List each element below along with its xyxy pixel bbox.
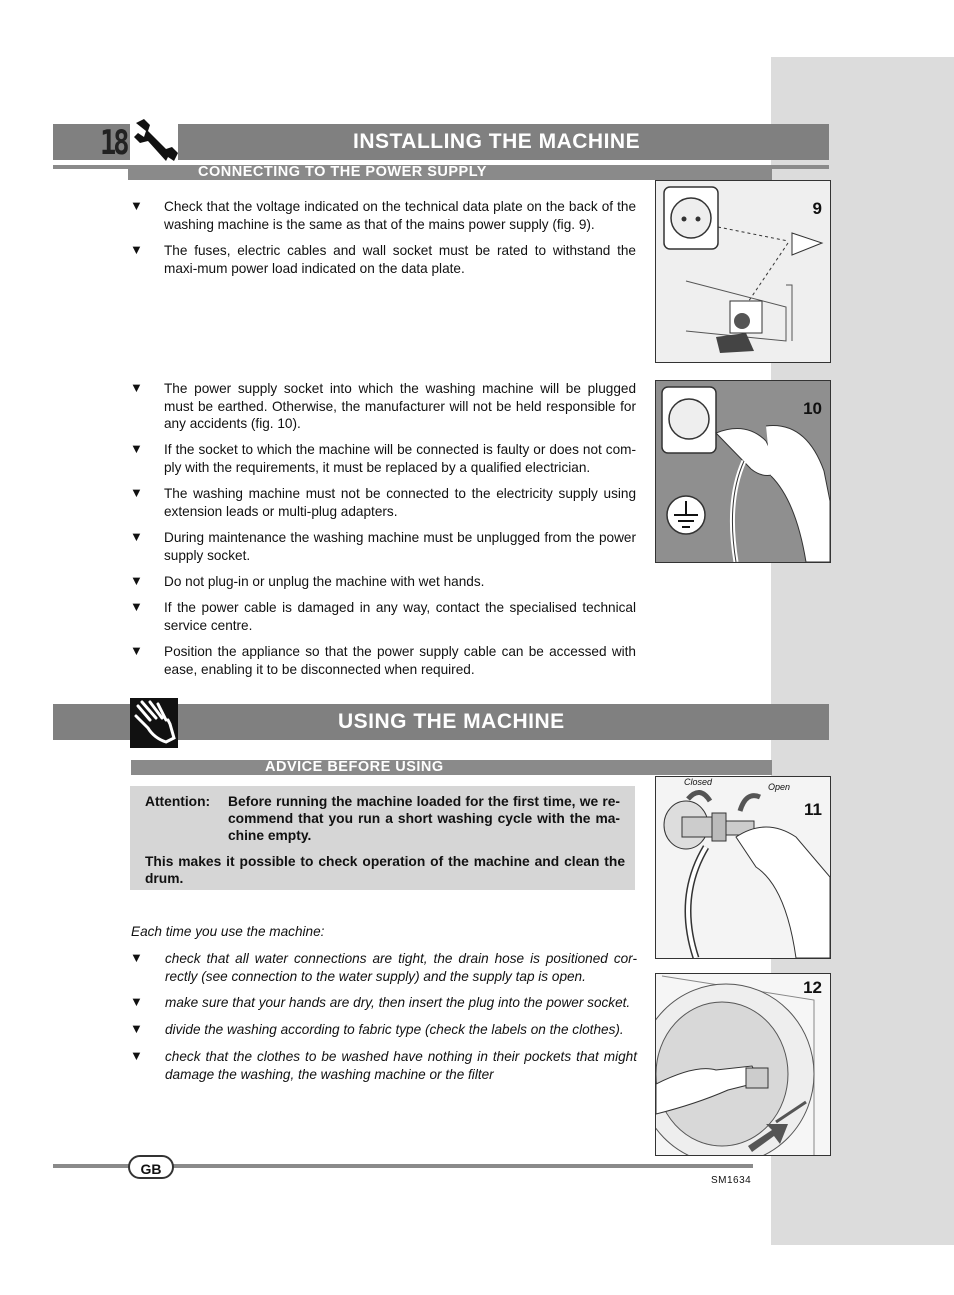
attention-label: Attention: bbox=[145, 794, 211, 809]
doc-code: SM1634 bbox=[711, 1175, 752, 1186]
hand-icon bbox=[130, 698, 178, 748]
page-number: 18 bbox=[100, 124, 127, 163]
list-item-text: check that the clothes to be washed have nothing in their pockets that might damage the washing, the washing machine or the filter bbox=[165, 1049, 637, 1082]
section-title: USING THE MACHINE bbox=[338, 710, 565, 733]
bullet-icon: ▼ bbox=[130, 380, 143, 395]
figure-number: 9 bbox=[812, 199, 822, 218]
bullet-icon: ▼ bbox=[130, 198, 143, 213]
list-item-text: divide the washing according to fabric type (check the labels on the clothes). bbox=[165, 1022, 624, 1037]
bullet-icon: ▼ bbox=[130, 1048, 143, 1063]
list-item-text: The fuses, electric cables and wall socket must be rated to withstand the maxi-mum power load indicated on the data plate. bbox=[164, 243, 636, 276]
wrench-icon bbox=[130, 115, 178, 165]
bullet-icon: ▼ bbox=[130, 1021, 143, 1036]
figure-number: 10 bbox=[803, 399, 822, 418]
attention-text: Before running the machine loaded for the first time, we re-commend that you run a short washing cycle with the ma-chine empty. bbox=[228, 794, 620, 843]
bullet-icon: ▼ bbox=[130, 242, 143, 257]
label-open: Open bbox=[768, 782, 791, 792]
list-item bbox=[130, 242, 637, 278]
subsection-bar bbox=[131, 760, 772, 775]
bullet-icon: ▼ bbox=[130, 441, 143, 456]
list-item-text: Do not plug-in or unplug the machine with wet hands. bbox=[164, 574, 485, 589]
subsection-title: CONNECTING TO THE POWER SUPPLY bbox=[198, 164, 487, 180]
figure-number: 12 bbox=[803, 978, 822, 997]
bullet-icon: ▼ bbox=[130, 485, 143, 500]
figure-12 bbox=[655, 973, 831, 1156]
list-item bbox=[130, 198, 637, 234]
figure-number: 11 bbox=[804, 800, 822, 819]
attention-note: This makes it possible to check operation of the machine and clean the drum. bbox=[145, 854, 625, 886]
advice-intro: Each time you use the machine: bbox=[131, 924, 325, 939]
figure-9 bbox=[655, 180, 831, 363]
bullet-icon: ▼ bbox=[130, 599, 143, 614]
list-item-text: check that all water connections are tight, the drain hose is positioned cor-rectly (see connection to the water supply) and the supply tap is open. bbox=[165, 951, 637, 984]
bullet-icon: ▼ bbox=[130, 529, 143, 544]
figure-11 bbox=[655, 776, 831, 959]
list-item-text: If the socket to which the machine will be connected is faulty or does not com-ply with the requirements, it must be replaced by a qualified electrician. bbox=[164, 442, 636, 475]
bullet-icon: ▼ bbox=[130, 950, 143, 965]
list-item-text: The power supply socket into which the washing machine will be plugged must be earthed. Otherwise, the manufacturer will not be held responsible for any accidents (fig. 10). bbox=[164, 381, 636, 431]
bullet-icon: ▼ bbox=[130, 994, 143, 1009]
bullet-icon: ▼ bbox=[130, 573, 143, 588]
label-closed: Closed bbox=[684, 777, 713, 787]
section-title: INSTALLING THE MACHINE bbox=[353, 130, 641, 153]
list-item-text: make sure that your hands are dry, then insert the plug into the power socket. bbox=[165, 995, 631, 1010]
list-item-text: Position the appliance so that the power supply cable can be accessed with ease, enabling it to be disconnected when required. bbox=[164, 644, 636, 677]
list-item-text: If the power cable is damaged in any way, contact the specialised technical service centre. bbox=[164, 600, 636, 633]
subsection-title: ADVICE BEFORE USING bbox=[265, 759, 444, 775]
list-item-text: During maintenance the washing machine must be unplugged from the power supply socket. bbox=[164, 530, 636, 563]
bullet-icon: ▼ bbox=[130, 643, 143, 658]
socket-icon bbox=[664, 187, 718, 249]
attention-box bbox=[130, 786, 635, 890]
earth-symbol-icon bbox=[667, 496, 705, 534]
list-item-text: Check that the voltage indicated on the technical data plate on the back of the washing machine is the same as that of the mains power supply (fig. 9). bbox=[164, 199, 636, 232]
language-badge: GB bbox=[128, 1155, 174, 1179]
list-item-text: The washing machine must not be connected to the electricity supply using extension leads or multi-plug adapters. bbox=[164, 486, 636, 519]
subsection-bar bbox=[128, 165, 772, 180]
figure-10 bbox=[655, 380, 831, 563]
